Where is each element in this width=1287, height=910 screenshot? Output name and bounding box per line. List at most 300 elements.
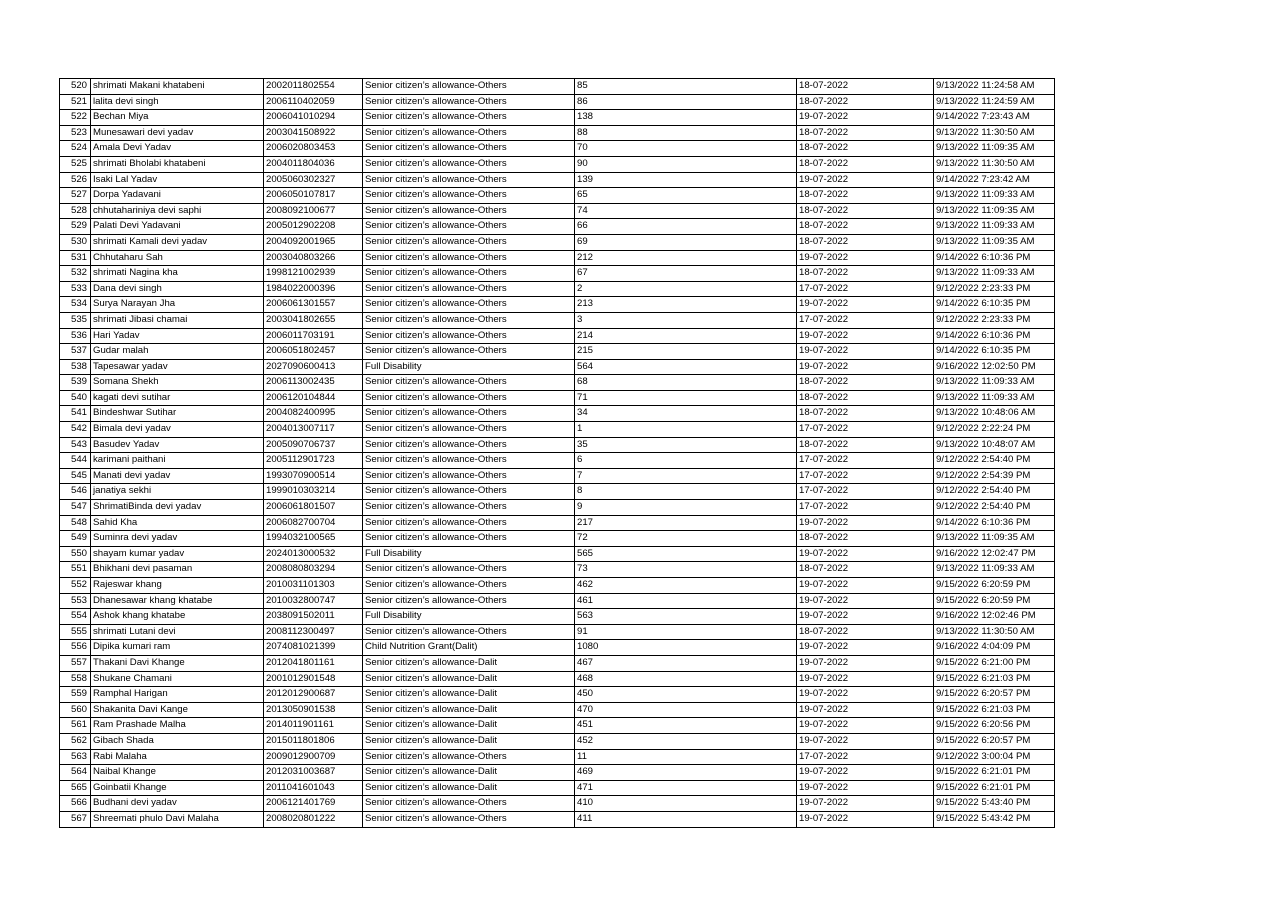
name-cell: shrimati Jibasi chamai — [91, 312, 264, 328]
name-cell: Shakanita Davi Kange — [91, 702, 264, 718]
allowance-type-cell: Senior citizen’s allowance-Others — [363, 172, 575, 188]
beneficiary-table — [59, 78, 1055, 828]
serial-number-cell: 524 — [60, 141, 91, 157]
name-cell: Isaki Lal Yadav — [91, 172, 264, 188]
id-number-cell: 2005090706737 — [264, 437, 363, 453]
table-row — [60, 328, 1055, 344]
table-row — [60, 671, 1055, 687]
date-cell: 19-07-2022 — [797, 110, 934, 126]
table-row — [60, 297, 1055, 313]
table-row — [60, 406, 1055, 422]
name-cell: chhutahariniya devi saphi — [91, 203, 264, 219]
code-cell: 212 — [575, 250, 797, 266]
table-row — [60, 79, 1055, 95]
allowance-type-cell: Senior citizen’s allowance-Others — [363, 749, 575, 765]
allowance-type-cell: Senior citizen’s allowance-Dalit — [363, 671, 575, 687]
code-cell: 468 — [575, 671, 797, 687]
table-row — [60, 749, 1055, 765]
id-number-cell: 2024013000532 — [264, 546, 363, 562]
date-cell: 17-07-2022 — [797, 468, 934, 484]
id-number-cell: 2038091502011 — [264, 609, 363, 625]
name-cell: shrimati Kamali devi yadav — [91, 234, 264, 250]
name-cell: Manati devi yadav — [91, 468, 264, 484]
serial-number-cell: 533 — [60, 281, 91, 297]
allowance-type-cell: Child Nutrition Grant(Dalit) — [363, 640, 575, 656]
date-cell: 19-07-2022 — [797, 546, 934, 562]
serial-number-cell: 530 — [60, 234, 91, 250]
date-cell: 19-07-2022 — [797, 640, 934, 656]
date-cell: 17-07-2022 — [797, 484, 934, 500]
id-number-cell: 2012012900687 — [264, 687, 363, 703]
date-cell: 19-07-2022 — [797, 733, 934, 749]
code-cell: 7 — [575, 468, 797, 484]
timestamp-cell: 9/13/2022 11:09:35 AM — [934, 203, 1055, 219]
name-cell: Shukane Chamani — [91, 671, 264, 687]
serial-number-cell: 559 — [60, 687, 91, 703]
code-cell: 217 — [575, 515, 797, 531]
serial-number-cell: 545 — [60, 468, 91, 484]
name-cell: Basudev Yadav — [91, 437, 264, 453]
id-number-cell: 2074081021399 — [264, 640, 363, 656]
code-cell: 73 — [575, 562, 797, 578]
code-cell: 565 — [575, 546, 797, 562]
allowance-type-cell: Senior citizen’s allowance-Others — [363, 484, 575, 500]
table-row — [60, 531, 1055, 547]
allowance-type-cell: Senior citizen’s allowance-Others — [363, 344, 575, 360]
code-cell: 11 — [575, 749, 797, 765]
code-cell: 411 — [575, 811, 797, 827]
name-cell: shayam kumar yadav — [91, 546, 264, 562]
code-cell: 563 — [575, 609, 797, 625]
allowance-type-cell: Senior citizen’s allowance-Dalit — [363, 655, 575, 671]
table-row — [60, 172, 1055, 188]
code-cell: 72 — [575, 531, 797, 547]
timestamp-cell: 9/13/2022 11:09:35 AM — [934, 141, 1055, 157]
name-cell: Ram Prashade Malha — [91, 718, 264, 734]
table-row — [60, 687, 1055, 703]
id-number-cell: 2004011804036 — [264, 156, 363, 172]
name-cell: Bhikhani devi pasaman — [91, 562, 264, 578]
table-row — [60, 390, 1055, 406]
table-row — [60, 266, 1055, 282]
id-number-cell: 2004013007117 — [264, 422, 363, 438]
allowance-type-cell: Senior citizen’s allowance-Dalit — [363, 702, 575, 718]
allowance-type-cell: Senior citizen’s allowance-Dalit — [363, 765, 575, 781]
date-cell: 19-07-2022 — [797, 578, 934, 594]
timestamp-cell: 9/14/2022 7:23:42 AM — [934, 172, 1055, 188]
code-cell: 138 — [575, 110, 797, 126]
date-cell: 19-07-2022 — [797, 250, 934, 266]
table-row — [60, 515, 1055, 531]
id-number-cell: 2004092001965 — [264, 234, 363, 250]
code-cell: 139 — [575, 172, 797, 188]
code-cell: 2 — [575, 281, 797, 297]
id-number-cell: 2008092100677 — [264, 203, 363, 219]
name-cell: Shreemati phulo Davi Malaha — [91, 811, 264, 827]
serial-number-cell: 566 — [60, 796, 91, 812]
code-cell: 34 — [575, 406, 797, 422]
table-row — [60, 640, 1055, 656]
serial-number-cell: 548 — [60, 515, 91, 531]
date-cell: 19-07-2022 — [797, 780, 934, 796]
date-cell: 18-07-2022 — [797, 562, 934, 578]
timestamp-cell: 9/15/2022 6:20:57 PM — [934, 733, 1055, 749]
name-cell: Dhanesawar khang khatabe — [91, 593, 264, 609]
id-number-cell: 2006121401769 — [264, 796, 363, 812]
code-cell: 3 — [575, 312, 797, 328]
name-cell: Tapesawar yadav — [91, 359, 264, 375]
allowance-type-cell: Senior citizen’s allowance-Dalit — [363, 733, 575, 749]
serial-number-cell: 536 — [60, 328, 91, 344]
serial-number-cell: 538 — [60, 359, 91, 375]
name-cell: shrimati Nagina kha — [91, 266, 264, 282]
code-cell: 469 — [575, 765, 797, 781]
allowance-type-cell: Senior citizen’s allowance-Others — [363, 578, 575, 594]
serial-number-cell: 556 — [60, 640, 91, 656]
table-row — [60, 94, 1055, 110]
allowance-type-cell: Senior citizen’s allowance-Others — [363, 531, 575, 547]
date-cell: 17-07-2022 — [797, 500, 934, 516]
serial-number-cell: 544 — [60, 453, 91, 469]
name-cell: shrimati Lutani devi — [91, 624, 264, 640]
timestamp-cell: 9/13/2022 11:09:35 AM — [934, 234, 1055, 250]
name-cell: Gudar malah — [91, 344, 264, 360]
timestamp-cell: 9/12/2022 2:54:40 PM — [934, 500, 1055, 516]
code-cell: 467 — [575, 655, 797, 671]
id-number-cell: 2008080803294 — [264, 562, 363, 578]
date-cell: 18-07-2022 — [797, 219, 934, 235]
table-row — [60, 593, 1055, 609]
id-number-cell: 2006041010294 — [264, 110, 363, 126]
serial-number-cell: 552 — [60, 578, 91, 594]
allowance-type-cell: Senior citizen’s allowance-Others — [363, 562, 575, 578]
id-number-cell: 2006110402059 — [264, 94, 363, 110]
id-number-cell: 2006113002435 — [264, 375, 363, 391]
timestamp-cell: 9/13/2022 11:09:35 AM — [934, 531, 1055, 547]
id-number-cell: 1984022000396 — [264, 281, 363, 297]
table-row — [60, 281, 1055, 297]
table-row — [60, 110, 1055, 126]
table-row — [60, 234, 1055, 250]
id-number-cell: 2002011802554 — [264, 79, 363, 95]
serial-number-cell: 532 — [60, 266, 91, 282]
id-number-cell: 2012041801161 — [264, 655, 363, 671]
table-row — [60, 484, 1055, 500]
allowance-type-cell: Senior citizen’s allowance-Others — [363, 390, 575, 406]
timestamp-cell: 9/15/2022 6:20:56 PM — [934, 718, 1055, 734]
allowance-type-cell: Senior citizen’s allowance-Others — [363, 203, 575, 219]
timestamp-cell: 9/13/2022 11:30:50 AM — [934, 156, 1055, 172]
serial-number-cell: 562 — [60, 733, 91, 749]
timestamp-cell: 9/15/2022 6:20:59 PM — [934, 593, 1055, 609]
serial-number-cell: 563 — [60, 749, 91, 765]
date-cell: 19-07-2022 — [797, 593, 934, 609]
table-row — [60, 312, 1055, 328]
date-cell: 18-07-2022 — [797, 156, 934, 172]
date-cell: 17-07-2022 — [797, 312, 934, 328]
name-cell: Ramphal Harigan — [91, 687, 264, 703]
table-row — [60, 375, 1055, 391]
id-number-cell: 1999010303214 — [264, 484, 363, 500]
allowance-type-cell: Senior citizen’s allowance-Others — [363, 110, 575, 126]
id-number-cell: 2009012900709 — [264, 749, 363, 765]
timestamp-cell: 9/16/2022 12:02:50 PM — [934, 359, 1055, 375]
allowance-type-cell: Senior citizen’s allowance-Others — [363, 297, 575, 313]
code-cell: 462 — [575, 578, 797, 594]
code-cell: 71 — [575, 390, 797, 406]
allowance-type-cell: Senior citizen’s allowance-Others — [363, 811, 575, 827]
code-cell: 450 — [575, 687, 797, 703]
date-cell: 18-07-2022 — [797, 234, 934, 250]
name-cell: Hari Yadav — [91, 328, 264, 344]
allowance-type-cell: Senior citizen’s allowance-Others — [363, 219, 575, 235]
table-row — [60, 578, 1055, 594]
allowance-type-cell: Senior citizen’s allowance-Dalit — [363, 780, 575, 796]
code-cell: 66 — [575, 219, 797, 235]
id-number-cell: 2010032800747 — [264, 593, 363, 609]
date-cell: 18-07-2022 — [797, 203, 934, 219]
date-cell: 17-07-2022 — [797, 422, 934, 438]
serial-number-cell: 553 — [60, 593, 91, 609]
code-cell: 410 — [575, 796, 797, 812]
timestamp-cell: 9/15/2022 6:21:03 PM — [934, 702, 1055, 718]
serial-number-cell: 551 — [60, 562, 91, 578]
table-row — [60, 203, 1055, 219]
id-number-cell: 2006051802457 — [264, 344, 363, 360]
id-number-cell: 2005060302327 — [264, 172, 363, 188]
allowance-type-cell: Senior citizen’s allowance-Others — [363, 796, 575, 812]
allowance-type-cell: Senior citizen’s allowance-Others — [363, 188, 575, 204]
code-cell: 461 — [575, 593, 797, 609]
table-row — [60, 422, 1055, 438]
table-row — [60, 125, 1055, 141]
name-cell: Rajeswar khang — [91, 578, 264, 594]
name-cell: Surya Narayan Jha — [91, 297, 264, 313]
serial-number-cell: 531 — [60, 250, 91, 266]
allowance-type-cell: Senior citizen’s allowance-Others — [363, 234, 575, 250]
table-row — [60, 250, 1055, 266]
serial-number-cell: 522 — [60, 110, 91, 126]
allowance-type-cell: Senior citizen’s allowance-Others — [363, 156, 575, 172]
allowance-type-cell: Full Disability — [363, 609, 575, 625]
timestamp-cell: 9/14/2022 6:10:35 PM — [934, 344, 1055, 360]
allowance-type-cell: Full Disability — [363, 546, 575, 562]
id-number-cell: 2027090600413 — [264, 359, 363, 375]
serial-number-cell: 567 — [60, 811, 91, 827]
serial-number-cell: 547 — [60, 500, 91, 516]
date-cell: 19-07-2022 — [797, 655, 934, 671]
serial-number-cell: 523 — [60, 125, 91, 141]
name-cell: Thakani Davi Khange — [91, 655, 264, 671]
name-cell: Dipika kumari ram — [91, 640, 264, 656]
code-cell: 214 — [575, 328, 797, 344]
date-cell: 18-07-2022 — [797, 531, 934, 547]
name-cell: Bimala devi yadav — [91, 422, 264, 438]
id-number-cell: 2006061301557 — [264, 297, 363, 313]
id-number-cell: 1998121002939 — [264, 266, 363, 282]
serial-number-cell: 526 — [60, 172, 91, 188]
date-cell: 18-07-2022 — [797, 125, 934, 141]
id-number-cell: 2014011901161 — [264, 718, 363, 734]
timestamp-cell: 9/12/2022 2:54:40 PM — [934, 453, 1055, 469]
code-cell: 67 — [575, 266, 797, 282]
serial-number-cell: 565 — [60, 780, 91, 796]
name-cell: Goinbatii Khange — [91, 780, 264, 796]
code-cell: 69 — [575, 234, 797, 250]
name-cell: Dana devi singh — [91, 281, 264, 297]
timestamp-cell: 9/12/2022 2:54:39 PM — [934, 468, 1055, 484]
allowance-type-cell: Senior citizen’s allowance-Others — [363, 79, 575, 95]
timestamp-cell: 9/15/2022 6:21:01 PM — [934, 765, 1055, 781]
allowance-type-cell: Senior citizen’s allowance-Others — [363, 593, 575, 609]
allowance-type-cell: Senior citizen’s allowance-Dalit — [363, 687, 575, 703]
name-cell: Palati Devi Yadavani — [91, 219, 264, 235]
id-number-cell: 2015011801806 — [264, 733, 363, 749]
name-cell: Bindeshwar Sutihar — [91, 406, 264, 422]
name-cell: Budhani devi yadav — [91, 796, 264, 812]
table-row — [60, 733, 1055, 749]
code-cell: 65 — [575, 188, 797, 204]
date-cell: 19-07-2022 — [797, 702, 934, 718]
code-cell: 74 — [575, 203, 797, 219]
date-cell: 18-07-2022 — [797, 390, 934, 406]
table-row — [60, 780, 1055, 796]
timestamp-cell: 9/16/2022 12:02:46 PM — [934, 609, 1055, 625]
serial-number-cell: 542 — [60, 422, 91, 438]
serial-number-cell: 561 — [60, 718, 91, 734]
serial-number-cell: 560 — [60, 702, 91, 718]
timestamp-cell: 9/15/2022 5:43:40 PM — [934, 796, 1055, 812]
name-cell: ShrimatiBinda devi yadav — [91, 500, 264, 516]
serial-number-cell: 546 — [60, 484, 91, 500]
allowance-type-cell: Senior citizen’s allowance-Others — [363, 375, 575, 391]
code-cell: 86 — [575, 94, 797, 110]
id-number-cell: 2010031101303 — [264, 578, 363, 594]
serial-number-cell: 550 — [60, 546, 91, 562]
serial-number-cell: 541 — [60, 406, 91, 422]
table-row — [60, 188, 1055, 204]
table-row — [60, 156, 1055, 172]
timestamp-cell: 9/15/2022 5:43:42 PM — [934, 811, 1055, 827]
code-cell: 1 — [575, 422, 797, 438]
code-cell: 9 — [575, 500, 797, 516]
allowance-type-cell: Senior citizen’s allowance-Others — [363, 141, 575, 157]
table-row — [60, 702, 1055, 718]
timestamp-cell: 9/12/2022 3:00:04 PM — [934, 749, 1055, 765]
allowance-type-cell: Senior citizen’s allowance-Dalit — [363, 718, 575, 734]
name-cell: Ashok khang khatabe — [91, 609, 264, 625]
allowance-type-cell: Senior citizen’s allowance-Others — [363, 94, 575, 110]
id-number-cell: 1993070900514 — [264, 468, 363, 484]
table-row — [60, 141, 1055, 157]
allowance-type-cell: Senior citizen’s allowance-Others — [363, 437, 575, 453]
timestamp-cell: 9/13/2022 11:30:50 AM — [934, 624, 1055, 640]
id-number-cell: 2008020801222 — [264, 811, 363, 827]
timestamp-cell: 9/13/2022 11:30:50 AM — [934, 125, 1055, 141]
allowance-type-cell: Senior citizen’s allowance-Others — [363, 250, 575, 266]
date-cell: 19-07-2022 — [797, 796, 934, 812]
allowance-type-cell: Senior citizen’s allowance-Others — [363, 406, 575, 422]
table-row — [60, 344, 1055, 360]
code-cell: 6 — [575, 453, 797, 469]
id-number-cell: 2004082400995 — [264, 406, 363, 422]
code-cell: 35 — [575, 437, 797, 453]
date-cell: 19-07-2022 — [797, 328, 934, 344]
code-cell: 215 — [575, 344, 797, 360]
timestamp-cell: 9/12/2022 2:23:33 PM — [934, 281, 1055, 297]
name-cell: shrimati Makani khatabeni — [91, 79, 264, 95]
id-number-cell: 2003041508922 — [264, 125, 363, 141]
code-cell: 564 — [575, 359, 797, 375]
table-row — [60, 765, 1055, 781]
serial-number-cell: 529 — [60, 219, 91, 235]
name-cell: Naibal Khange — [91, 765, 264, 781]
allowance-type-cell: Full Disability — [363, 359, 575, 375]
name-cell: Gibach Shada — [91, 733, 264, 749]
date-cell: 18-07-2022 — [797, 94, 934, 110]
name-cell: Amala Devi Yadav — [91, 141, 264, 157]
name-cell: shrimati Bholabi khatabeni — [91, 156, 264, 172]
id-number-cell: 2012031003687 — [264, 765, 363, 781]
table-row — [60, 796, 1055, 812]
timestamp-cell: 9/15/2022 6:21:00 PM — [934, 655, 1055, 671]
date-cell: 17-07-2022 — [797, 281, 934, 297]
serial-number-cell: 543 — [60, 437, 91, 453]
date-cell: 19-07-2022 — [797, 671, 934, 687]
timestamp-cell: 9/12/2022 2:54:40 PM — [934, 484, 1055, 500]
timestamp-cell: 9/15/2022 6:20:59 PM — [934, 578, 1055, 594]
date-cell: 19-07-2022 — [797, 811, 934, 827]
timestamp-cell: 9/14/2022 6:10:36 PM — [934, 328, 1055, 344]
allowance-type-cell: Senior citizen’s allowance-Others — [363, 125, 575, 141]
name-cell: janatiya sekhi — [91, 484, 264, 500]
id-number-cell: 2006020803453 — [264, 141, 363, 157]
name-cell: Bechan Miya — [91, 110, 264, 126]
serial-number-cell: 521 — [60, 94, 91, 110]
code-cell: 471 — [575, 780, 797, 796]
id-number-cell: 2003041802655 — [264, 312, 363, 328]
timestamp-cell: 9/14/2022 6:10:35 PM — [934, 297, 1055, 313]
date-cell: 19-07-2022 — [797, 344, 934, 360]
date-cell: 18-07-2022 — [797, 266, 934, 282]
code-cell: 470 — [575, 702, 797, 718]
serial-number-cell: 540 — [60, 390, 91, 406]
table-row — [60, 562, 1055, 578]
date-cell: 19-07-2022 — [797, 765, 934, 781]
table-row — [60, 219, 1055, 235]
serial-number-cell: 534 — [60, 297, 91, 313]
code-cell: 70 — [575, 141, 797, 157]
allowance-type-cell: Senior citizen’s allowance-Others — [363, 453, 575, 469]
timestamp-cell: 9/16/2022 4:04:09 PM — [934, 640, 1055, 656]
name-cell: Munesawari devi yadav — [91, 125, 264, 141]
timestamp-cell: 9/13/2022 10:48:07 AM — [934, 437, 1055, 453]
timestamp-cell: 9/15/2022 6:20:57 PM — [934, 687, 1055, 703]
serial-number-cell: 564 — [60, 765, 91, 781]
timestamp-cell: 9/13/2022 11:24:58 AM — [934, 79, 1055, 95]
date-cell: 18-07-2022 — [797, 437, 934, 453]
id-number-cell: 1994032100565 — [264, 531, 363, 547]
date-cell: 18-07-2022 — [797, 141, 934, 157]
serial-number-cell: 549 — [60, 531, 91, 547]
date-cell: 19-07-2022 — [797, 297, 934, 313]
allowance-type-cell: Senior citizen’s allowance-Others — [363, 312, 575, 328]
id-number-cell: 2006011703191 — [264, 328, 363, 344]
code-cell: 452 — [575, 733, 797, 749]
timestamp-cell: 9/13/2022 11:09:33 AM — [934, 390, 1055, 406]
date-cell: 19-07-2022 — [797, 718, 934, 734]
timestamp-cell: 9/13/2022 11:09:33 AM — [934, 219, 1055, 235]
